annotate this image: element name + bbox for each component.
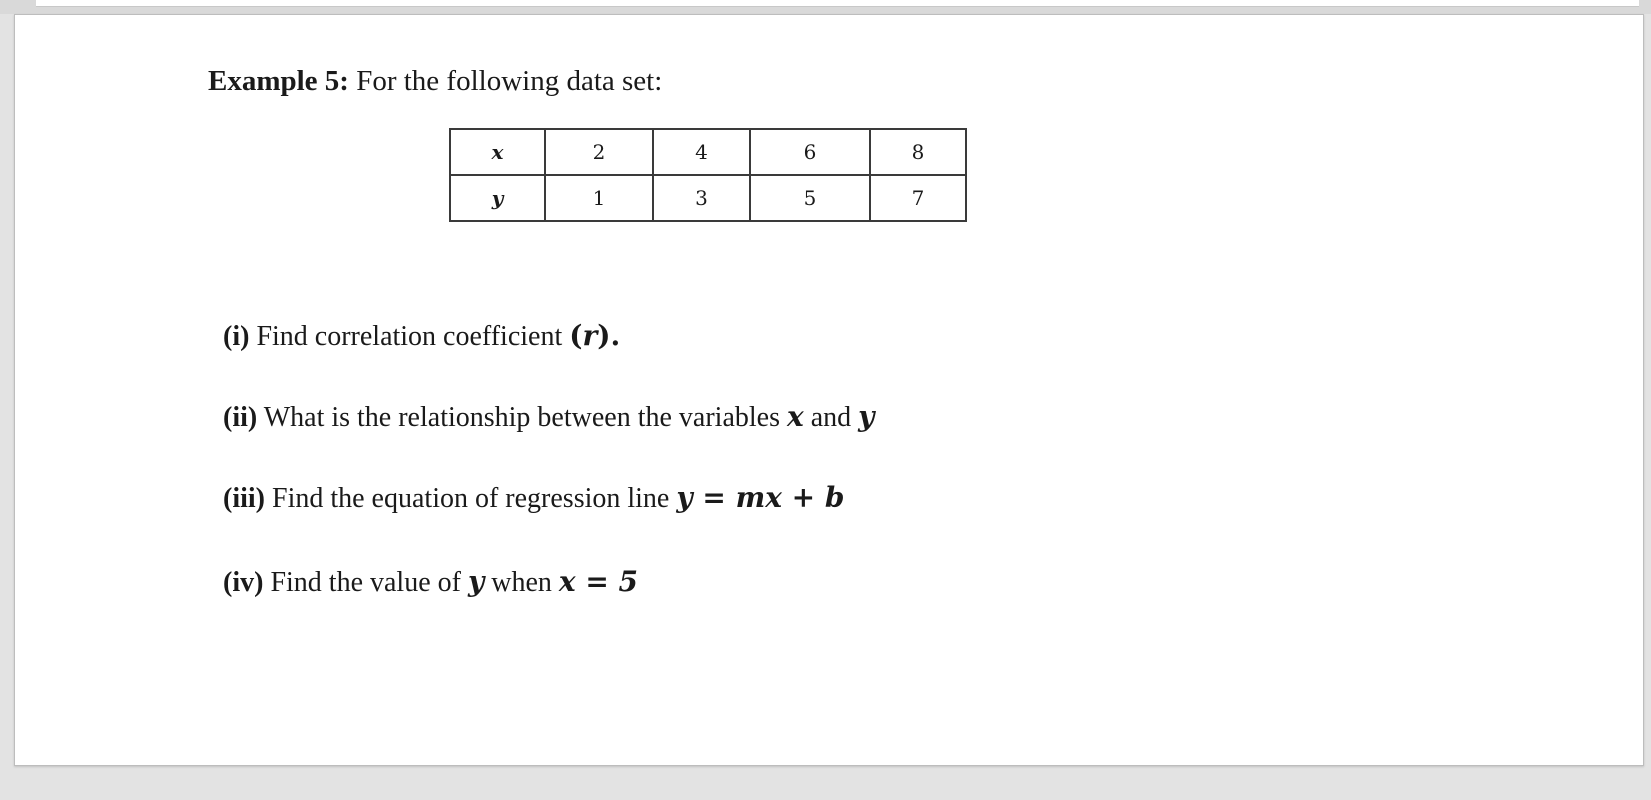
table-cell: 3: [653, 175, 750, 221]
table-cell: 8: [870, 129, 966, 175]
table-cell: 2: [545, 129, 653, 175]
example-heading: [208, 65, 662, 98]
table-cell: 7: [870, 175, 966, 221]
table-row-y: [450, 175, 966, 221]
variable-y: y: [467, 565, 485, 598]
question-text: Find the value of: [270, 567, 461, 598]
question-number: (ii): [223, 402, 258, 433]
question-number: (iv): [223, 567, 264, 598]
when-text: when: [491, 567, 552, 598]
question-1: [223, 319, 620, 353]
example-label: Example 5:: [208, 65, 349, 97]
table-cell: 5: [750, 175, 870, 221]
top-strip: [0, 0, 1651, 14]
table-cell-label: x: [450, 129, 545, 175]
question-number: (iii): [223, 483, 265, 514]
table-cell: 6: [750, 129, 870, 175]
condition: x = 5: [558, 565, 639, 598]
table-cell-label: y: [450, 175, 545, 221]
table-cell: 1: [545, 175, 653, 221]
regression-equation: y = mx + b: [676, 481, 845, 514]
variable-y: y: [858, 400, 875, 433]
document-page: [14, 14, 1644, 766]
question-text: What is the relationship between the variables: [263, 402, 780, 433]
conjunction: and: [810, 402, 852, 433]
question-2: [223, 400, 874, 434]
variable-x: x: [786, 400, 804, 433]
table-cell: 4: [653, 129, 750, 175]
question-4: [223, 565, 638, 599]
question-3: [223, 481, 844, 515]
question-math: (r).: [569, 319, 621, 352]
example-intro: For the following data set:: [356, 65, 663, 97]
question-number: (i): [223, 321, 250, 352]
question-text: Find the equation of regression line: [272, 483, 670, 514]
table-row-x: [450, 129, 966, 175]
question-text: Find correlation coefficient: [256, 321, 563, 352]
previous-page-edge: [36, 0, 1639, 7]
data-table: [449, 128, 967, 222]
